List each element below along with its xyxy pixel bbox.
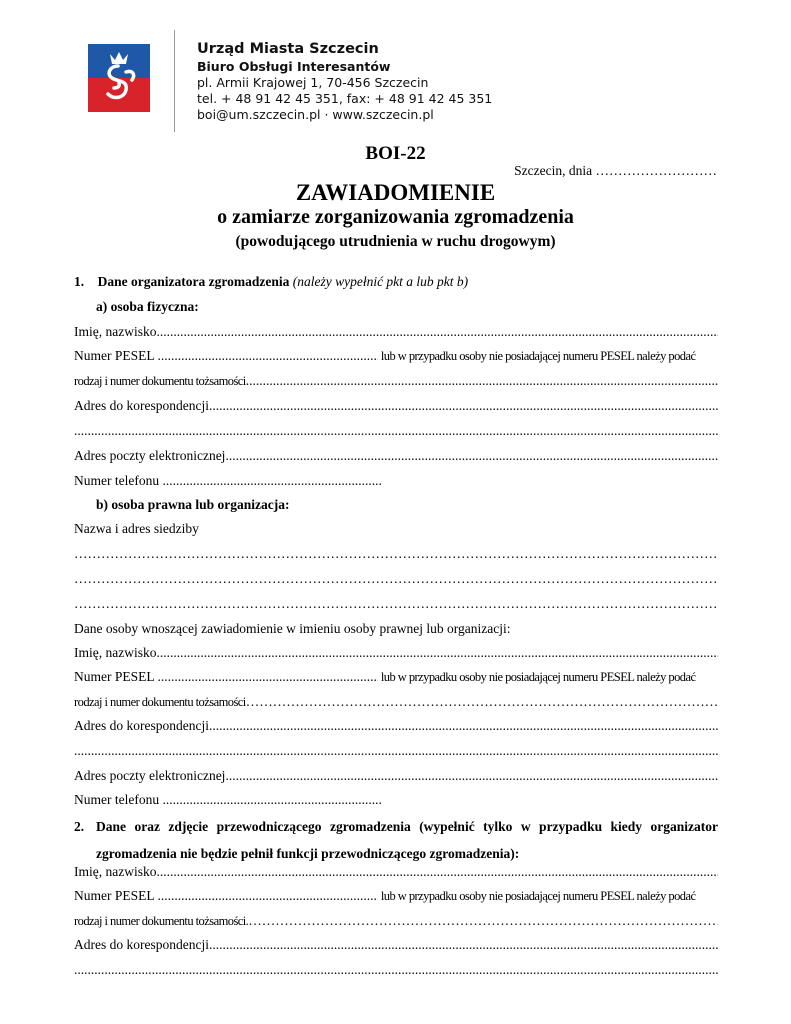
b-name-row[interactable] — [74, 643, 718, 663]
a-address-row[interactable] — [74, 396, 718, 416]
office-header — [197, 40, 492, 123]
c-id-doc-row[interactable] — [74, 911, 718, 931]
b-name-field[interactable] — [156, 645, 718, 660]
b-seat-line3[interactable] — [74, 594, 718, 614]
a-id-doc-field[interactable] — [246, 373, 718, 388]
section1-number: 1. — [74, 274, 85, 289]
c-name-row[interactable] — [74, 862, 718, 882]
b-pesel-row[interactable] — [74, 667, 718, 687]
b-seat-field-2[interactable] — [74, 571, 718, 586]
b-address-label: Adres do korespondencji — [74, 718, 209, 733]
b-phone-label: Numer telefonu — [74, 792, 160, 807]
c-id-doc-field[interactable] — [248, 913, 718, 928]
subsection-b-label: b) osoba prawna lub organizacja: — [96, 497, 290, 512]
a-address-label: Adres do korespondencji — [74, 398, 209, 413]
a-pesel-field[interactable] — [158, 346, 378, 366]
a-phone-row[interactable] — [74, 471, 718, 491]
section1-hint: (należy wypełnić pkt a lub pkt b) — [292, 274, 469, 289]
c-pesel-row[interactable] — [74, 886, 718, 906]
section2-heading — [74, 813, 718, 867]
office-phone: tel. + 48 91 42 45 351, fax: + 48 91 42 45 351 — [197, 91, 493, 106]
subsection-a-label: a) osoba fizyczna: — [96, 299, 199, 314]
a-email-label: Adres poczty elektronicznej — [74, 448, 226, 463]
c-pesel-label: Numer PESEL — [74, 888, 155, 903]
c-pesel-alt-text: lub w przypadku osoby nie posiadającej numeru PESEL należy podać — [380, 889, 696, 903]
a-phone-label: Numer telefonu — [74, 473, 160, 488]
b-email-row[interactable] — [74, 766, 718, 786]
b-address-field[interactable] — [209, 718, 718, 733]
b-pesel-field[interactable] — [158, 667, 378, 687]
b-seat-line1[interactable] — [74, 544, 718, 564]
szczecin-griffin-logo-icon — [88, 44, 150, 112]
a-email-field[interactable] — [225, 448, 718, 463]
section1-heading — [74, 272, 718, 292]
b-pesel-label: Numer PESEL — [74, 669, 155, 684]
c-address-field-2[interactable] — [74, 962, 718, 977]
c-address-line2[interactable] — [74, 960, 718, 980]
a-email-row[interactable] — [74, 446, 718, 466]
document-title: ZAWIADOMIENIE — [295, 180, 496, 205]
a-name-label: Imię, nazwisko — [74, 324, 157, 339]
a-address-field[interactable] — [209, 398, 718, 413]
a-pesel-label: Numer PESEL — [74, 348, 155, 363]
b-address-field-2[interactable] — [74, 743, 718, 758]
office-contact: boi@um.szczecin.pl · www.szczecin.pl — [197, 107, 434, 122]
a-pesel-row[interactable] — [74, 346, 718, 366]
b-pesel-alt-text: lub w przypadku osoby nie posiadającej numeru PESEL należy podać — [380, 670, 696, 684]
b-seat-label: Nazwa i adres siedziby — [74, 521, 199, 536]
b-seat-field-1[interactable] — [74, 546, 718, 561]
b-phone-field[interactable] — [162, 790, 382, 810]
b-representative-label: Dane osoby wnoszącej zawiadomienie w imieniu osoby prawnej lub organizacji: — [74, 621, 511, 636]
form-code: BOI-22 — [365, 143, 426, 164]
document-subtitle-note: (powodującego utrudnienia w ruchu drogowym) — [235, 233, 556, 250]
office-name: Urząd Miasta Szczecin — [197, 41, 379, 57]
department-name: Biuro Obsługi Interesantów — [197, 59, 391, 74]
b-id-doc-field[interactable] — [246, 694, 718, 709]
b-seat-line2[interactable] — [74, 569, 718, 589]
c-name-label: Imię, nazwisko — [74, 864, 157, 879]
date-field[interactable]: Szczecin, dnia ……………………… — [514, 163, 717, 178]
section2-title: Dane oraz zdjęcie przewodniczącego zgromadzenia (wypełnić tylko w przypadku kiedy organizator zgromadzenia nie będzie pełnił funkcji przewodniczącego zgromadzenia): — [96, 819, 718, 861]
a-pesel-alt-text: lub w przypadku osoby nie posiadającej numeru PESEL należy podać — [380, 349, 696, 363]
b-name-label: Imię, nazwisko — [74, 645, 157, 660]
b-address-line2[interactable] — [74, 741, 718, 761]
b-id-doc-label: rodzaj i numer dokumentu tożsamości — [74, 695, 246, 709]
a-name-row[interactable] — [74, 322, 718, 342]
c-id-doc-label: rodzaj i numer dokumentu tożsamości. — [74, 914, 249, 928]
a-id-doc-label: rodzaj i numer dokumentu tożsamości — [74, 374, 246, 388]
section2-number: 2. — [74, 819, 85, 834]
section1-title: Dane organizatora zgromadzenia — [97, 274, 290, 289]
c-address-field[interactable] — [209, 937, 718, 952]
c-pesel-field[interactable] — [158, 886, 378, 906]
a-id-doc-row[interactable] — [74, 371, 718, 391]
b-seat-field-3[interactable] — [74, 596, 718, 611]
b-id-doc-row[interactable] — [74, 692, 718, 712]
a-name-field[interactable] — [156, 324, 718, 339]
office-address: pl. Armii Krajowej 1, 70-456 Szczecin — [197, 75, 429, 90]
c-name-field[interactable] — [156, 864, 718, 879]
b-email-field[interactable] — [225, 768, 718, 783]
c-address-row[interactable] — [74, 935, 718, 955]
a-phone-field[interactable] — [162, 471, 382, 491]
b-address-row[interactable] — [74, 716, 718, 736]
header-divider — [174, 30, 175, 132]
b-phone-row[interactable] — [74, 790, 718, 810]
b-email-label: Adres poczty elektronicznej — [74, 768, 226, 783]
document-subtitle: o zamiarze zorganizowania zgromadzenia — [217, 206, 574, 228]
a-address-field-2[interactable] — [74, 423, 718, 438]
c-address-label: Adres do korespondencji — [74, 937, 209, 952]
a-address-line2[interactable] — [74, 421, 718, 441]
